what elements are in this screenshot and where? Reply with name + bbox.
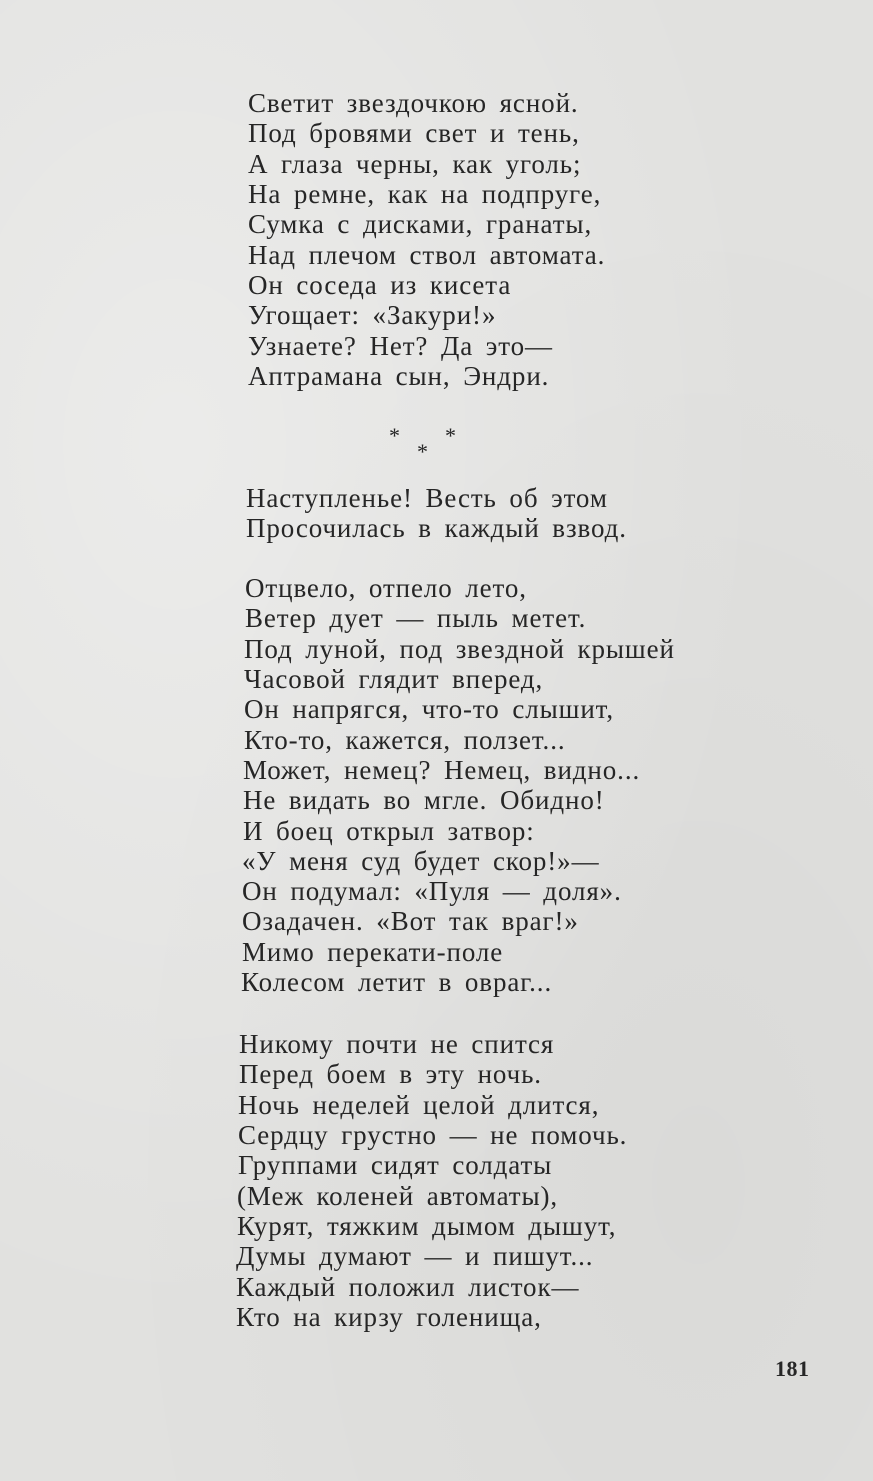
verse-line: (Меж коленей автоматы),	[237, 1181, 559, 1211]
verse-line: Наступленье! Весть об этом	[246, 483, 608, 513]
verse-line: Может, немец? Немец, видно...	[243, 755, 641, 785]
verse-line: Светит звездочкою ясной.	[248, 88, 579, 118]
verse-line: Перед боем в эту ночь.	[239, 1059, 542, 1089]
verse-line: Группами сидят солдаты	[238, 1150, 553, 1180]
verse-line: Он напрягся, что-то слышит,	[244, 694, 614, 724]
verse-line: Под луной, под звездной крышей	[244, 634, 675, 664]
verse-line: Отцвело, отпело лето,	[245, 573, 527, 603]
verse-line: А глаза черны, как уголь;	[248, 149, 582, 179]
verse-line: Ветер дует — пыль метет.	[245, 603, 587, 633]
page-number: 181	[775, 1356, 810, 1381]
asterism-star: *	[417, 439, 428, 464]
verse-line: Аптрамана сын, Эндри.	[248, 361, 550, 391]
verse-line: На ремне, как на подпруге,	[248, 179, 602, 209]
verse-line: Угощает: «Закури!»	[248, 300, 497, 330]
verse-line: Просочилась в каждый взвод.	[246, 513, 627, 543]
verse-line: Не видать во мгле. Обидно!	[243, 785, 605, 815]
asterism-star: *	[389, 423, 400, 448]
verse-line: Озадачен. «Вот так враг!»	[242, 906, 579, 936]
verse-line: Сердцу грустно — не помочь.	[238, 1120, 628, 1150]
verse-line: Он соседа из кисета	[248, 270, 512, 300]
verse-line: И боец открыл затвор:	[243, 816, 535, 846]
verse-line: Колесом летит в овраг...	[241, 967, 553, 997]
verse-line: Думы думают — и пишут...	[236, 1241, 594, 1271]
verse-line: Он подумал: «Пуля — доля».	[242, 876, 622, 906]
verse-line: Сумка с дисками, гранаты,	[248, 209, 593, 239]
verse-line: Курят, тяжким дымом дышут,	[237, 1211, 617, 1241]
verse-line: Никому почти не спится	[239, 1029, 555, 1059]
verse-line: Мимо перекати-поле	[242, 937, 504, 967]
asterism-star: *	[445, 423, 456, 448]
verse-line: Ночь неделей целой длится,	[238, 1090, 600, 1120]
verse-line: «У меня суд будет скор!»—	[242, 846, 600, 876]
verse-line: Над плечом ствол автомата.	[248, 240, 606, 270]
verse-line: Кто на кирзу голенища,	[236, 1302, 542, 1332]
verse-line: Кто-то, кажется, ползет...	[244, 725, 566, 755]
verse-line: Каждый положил листок—	[236, 1272, 580, 1302]
verse-line: Под бровями свет и тень,	[248, 118, 580, 148]
verse-line: Часовой глядит вперед,	[244, 664, 544, 694]
verse-line: Узнаете? Нет? Да это—	[248, 331, 553, 361]
